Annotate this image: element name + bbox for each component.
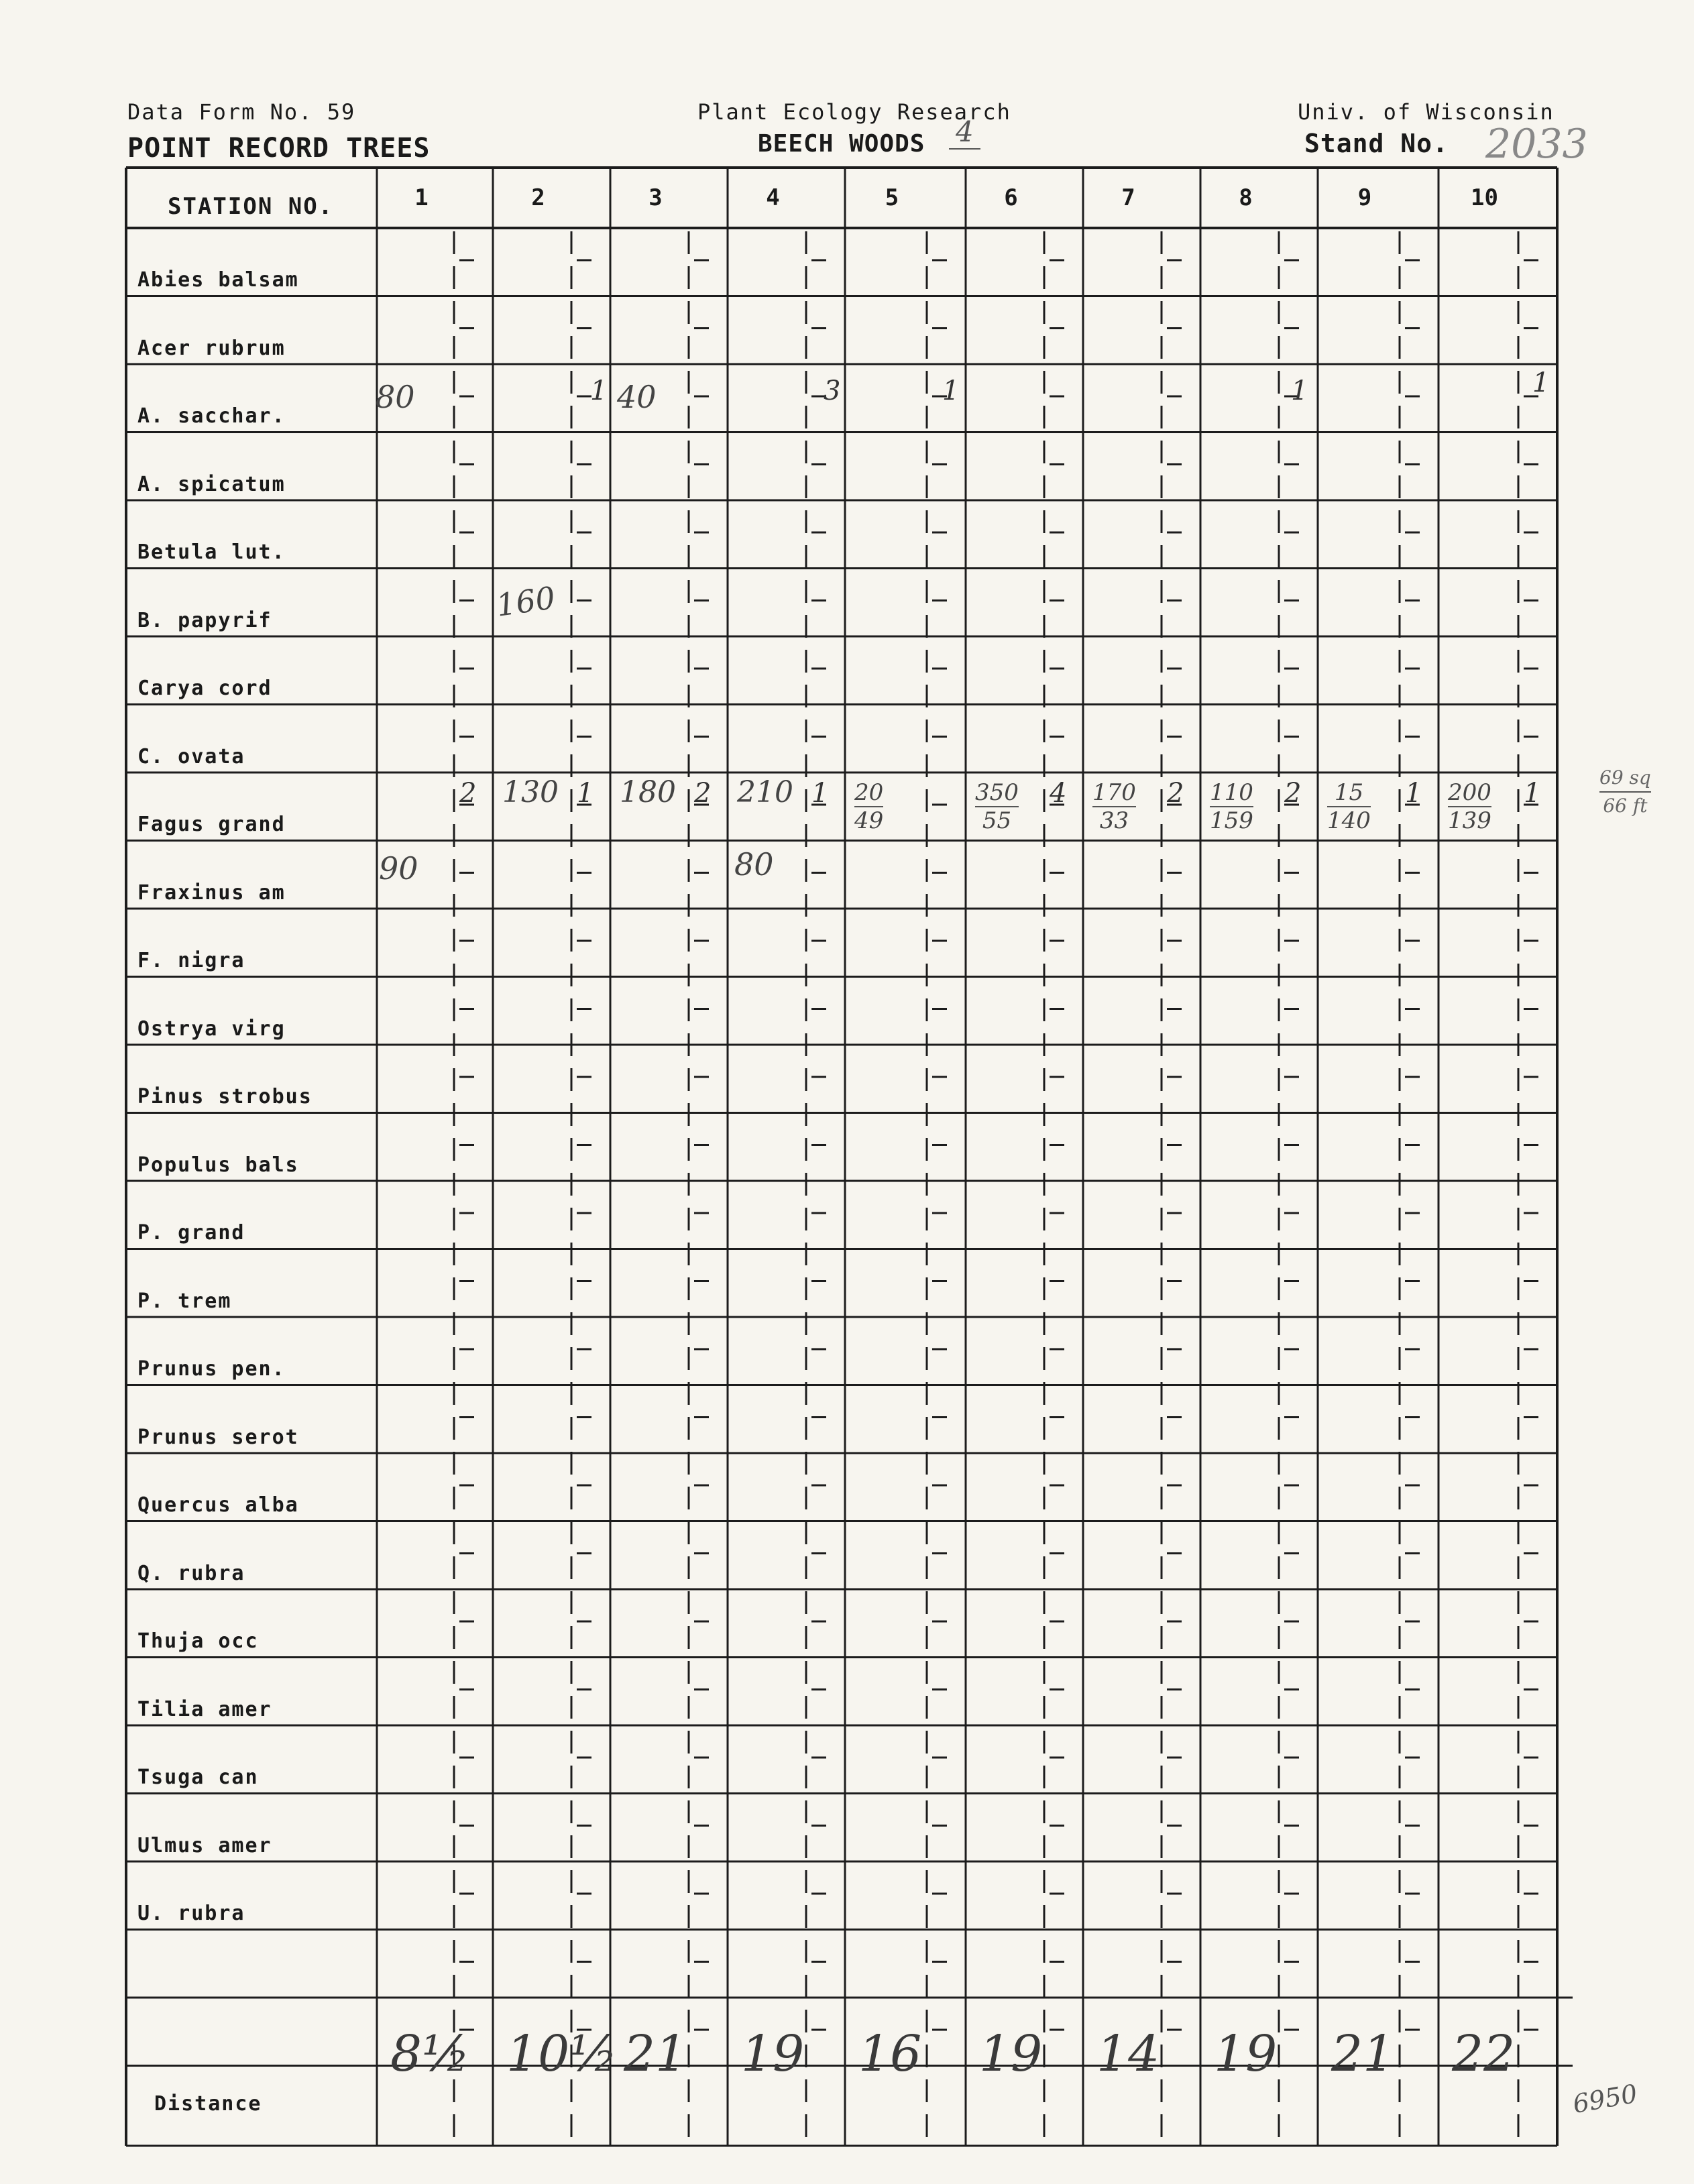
margin-note-bottom: 66 ft bbox=[1599, 791, 1651, 819]
station-header-4: 4 bbox=[766, 184, 780, 211]
species-label: A. sacchar. bbox=[137, 404, 286, 428]
species-label: P. trem bbox=[137, 1289, 232, 1313]
species-label: U. rubra bbox=[137, 1902, 245, 1925]
distance-station-7: 14 bbox=[1096, 2025, 1160, 2083]
species-label: Abies balsam bbox=[137, 268, 299, 292]
species-label: Tilia amer bbox=[137, 1697, 272, 1721]
count-acer-sacchar-s5: 1 bbox=[942, 376, 960, 406]
count-acer-sacchar-s4: 3 bbox=[824, 376, 841, 406]
station-label: STATION NO. bbox=[168, 193, 334, 220]
fagus-count-station-4: 1 bbox=[811, 778, 829, 809]
fagus-entry-station-6 bbox=[975, 779, 1019, 834]
station-header-10: 10 bbox=[1471, 184, 1498, 211]
fagus-count-station-1: 2 bbox=[459, 778, 477, 809]
distance-station-8: 19 bbox=[1214, 2025, 1278, 2083]
fagus-margin-note bbox=[1599, 764, 1651, 819]
fagus-entry-station-10 bbox=[1448, 779, 1491, 834]
fagus-entry-station-2 bbox=[502, 775, 559, 809]
distance-station-10: 22 bbox=[1452, 2025, 1516, 2083]
fagus-entry-top: 180 bbox=[620, 775, 676, 809]
station-header-9: 9 bbox=[1357, 184, 1372, 211]
fagus-entry-bottom: 139 bbox=[1448, 807, 1491, 834]
site-number: 4 bbox=[949, 115, 980, 150]
entry-fraxinus-s4: 80 bbox=[734, 846, 774, 882]
fagus-entry-top: 20 bbox=[854, 779, 884, 806]
species-label: C. ovata bbox=[137, 744, 245, 768]
species-label: Fagus grand bbox=[137, 813, 286, 836]
distance-station-6: 19 bbox=[979, 2025, 1043, 2083]
species-label: Betula lut. bbox=[137, 540, 286, 564]
species-label: Thuja occ bbox=[137, 1629, 259, 1653]
distance-station-1: 8½ bbox=[390, 2025, 470, 2083]
fagus-entry-top: 210 bbox=[737, 775, 793, 809]
margin-note-top: 69 sq bbox=[1599, 766, 1651, 789]
species-label: Ulmus amer bbox=[137, 1833, 272, 1857]
fagus-entry-station-7 bbox=[1092, 779, 1136, 834]
university: Univ. of Wisconsin bbox=[1298, 99, 1555, 125]
fagus-count-station-8: 2 bbox=[1284, 778, 1302, 809]
entry-acer-sacchar-s1: 80 bbox=[376, 379, 415, 415]
distance-station-5: 16 bbox=[858, 2025, 922, 2083]
distance-station-3: 21 bbox=[624, 2025, 687, 2083]
fagus-entry-top: 350 bbox=[975, 779, 1019, 806]
species-label: Acer rubrum bbox=[137, 336, 286, 360]
form-title: POINT RECORD TREES bbox=[127, 133, 431, 164]
stand-number: 2033 bbox=[1485, 121, 1588, 168]
stand-label: Stand No. bbox=[1304, 129, 1449, 158]
fagus-entry-top: 15 bbox=[1334, 779, 1364, 806]
site-name: BEECH WOODS bbox=[758, 130, 925, 158]
fagus-entry-top: 110 bbox=[1210, 779, 1253, 806]
distance-total: 6950 bbox=[1570, 2078, 1640, 2120]
fagus-count-station-10: 1 bbox=[1524, 778, 1541, 809]
organization: Plant Ecology Research bbox=[697, 99, 1011, 125]
species-label: Tsuga can bbox=[137, 1766, 259, 1789]
distance-station-4: 19 bbox=[741, 2025, 805, 2083]
station-header-5: 5 bbox=[885, 184, 899, 211]
species-label: Quercus alba bbox=[137, 1493, 299, 1517]
fagus-count-station-6: 4 bbox=[1050, 778, 1067, 809]
fagus-entry-station-5 bbox=[854, 779, 883, 834]
fagus-count-station-2: 1 bbox=[577, 778, 594, 809]
fagus-count-station-7: 2 bbox=[1167, 778, 1184, 809]
entry-fraxinus-s1: 90 bbox=[379, 850, 418, 886]
station-header-7: 7 bbox=[1121, 184, 1135, 211]
species-label: Populus bals bbox=[137, 1153, 299, 1177]
species-label: Prunus serot bbox=[137, 1425, 299, 1449]
form-number: Data Form No. 59 bbox=[127, 99, 356, 125]
entry-acer-sacchar-s3: 40 bbox=[617, 379, 657, 415]
fagus-entry-station-8 bbox=[1210, 779, 1253, 834]
fagus-count-station-9: 1 bbox=[1405, 778, 1422, 809]
species-label: Fraxinus am bbox=[137, 880, 286, 905]
station-header-1: 1 bbox=[414, 184, 429, 211]
fagus-entry-station-3 bbox=[620, 775, 676, 809]
fagus-entry-station-4 bbox=[737, 775, 793, 809]
fagus-count-station-3: 2 bbox=[694, 778, 712, 809]
species-label: A. spicatum bbox=[137, 472, 286, 496]
fagus-entry-station-9 bbox=[1327, 779, 1371, 834]
species-label: Pinus strobus bbox=[137, 1085, 313, 1108]
species-label: F. nigra bbox=[137, 949, 245, 972]
distance-station-9: 21 bbox=[1331, 2025, 1395, 2083]
species-label: P. grand bbox=[137, 1221, 245, 1245]
count-acer-sacchar-s10: 1 bbox=[1532, 367, 1550, 398]
fagus-entry-bottom: 55 bbox=[975, 806, 1019, 834]
fagus-entry-bottom: 49 bbox=[854, 807, 884, 834]
species-label: Q. rubra bbox=[137, 1561, 245, 1585]
fagus-entry-top: 130 bbox=[502, 775, 559, 809]
entry-betula-papyrif-s2: 160 bbox=[494, 579, 558, 624]
distance-label: Distance bbox=[154, 2092, 262, 2116]
count-acer-sacchar-s2: 1 bbox=[590, 376, 608, 406]
station-header-3: 3 bbox=[648, 184, 663, 211]
station-header-8: 8 bbox=[1239, 184, 1253, 211]
species-label: Carya cord bbox=[137, 677, 272, 700]
count-acer-sacchar-s8: 1 bbox=[1291, 376, 1308, 406]
distance-station-2: 10½ bbox=[506, 2025, 618, 2083]
species-label: B. papyrif bbox=[137, 608, 272, 632]
fagus-entry-bottom: 33 bbox=[1092, 806, 1136, 834]
fagus-entry-top: 170 bbox=[1092, 779, 1136, 806]
fagus-entry-bottom: 140 bbox=[1327, 807, 1371, 834]
station-header-2: 2 bbox=[531, 184, 545, 211]
species-label: Prunus pen. bbox=[137, 1357, 286, 1381]
fagus-entry-bottom: 159 bbox=[1210, 807, 1253, 834]
station-header-6: 6 bbox=[1004, 184, 1018, 211]
fagus-entry-top: 200 bbox=[1448, 779, 1491, 806]
species-label: Ostrya virg bbox=[137, 1017, 286, 1041]
